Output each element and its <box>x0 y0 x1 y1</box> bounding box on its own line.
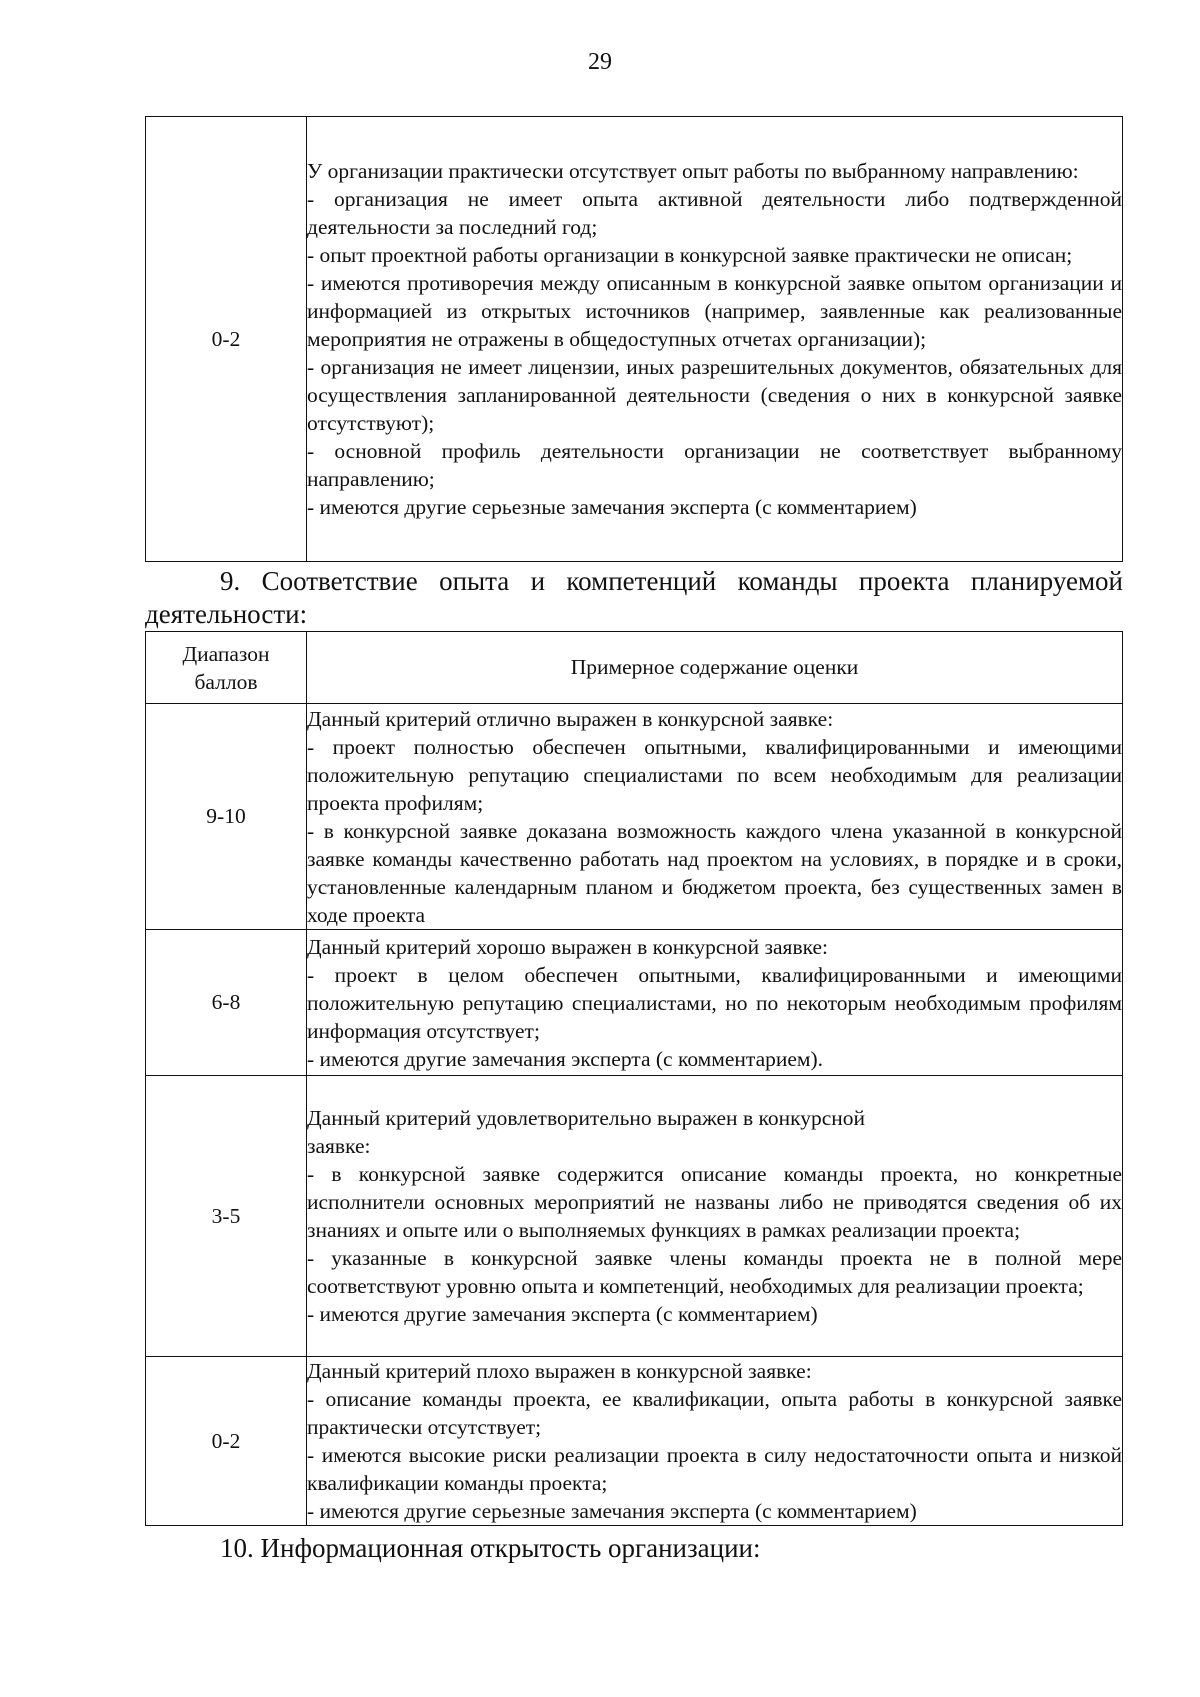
description-line: - проект в целом обеспечен опытными, квалифицированными и имеющими положительную репутацию специалистами, но по некоторым необходимым профилям информация отсутствует; <box>307 962 1122 1043</box>
description-line: - основной профиль деятельности организации не соответствует выбранному направлению; <box>307 439 1122 491</box>
description-cell <box>307 1076 1123 1357</box>
score-range-cell: 0-2 <box>146 117 307 562</box>
table-row <box>146 704 1123 930</box>
criteria-table-section-9 <box>145 631 1123 1526</box>
score-range-header-line: Диапазон <box>182 641 270 666</box>
description-line: - в конкурсной заявке доказана возможность каждого члена указанной в конкурсной заявке команды качественно работать над проектом на условиях, в порядке и в сроки, установленные календарным планом и бюджетом проекта, без существенных замен в ходе проекта <box>307 818 1122 927</box>
table-row <box>146 1357 1123 1526</box>
table-row <box>146 117 1123 562</box>
score-range-cell: 9-10 <box>146 704 307 930</box>
section-9-heading <box>145 565 1123 631</box>
description-line: - указанные в конкурсной заявке члены команды проекта не в полной мере соответствуют уровню опыта и компетенций, необходимых для реализации проекта; <box>307 1246 1122 1298</box>
description-line: - организация не имеет опыта активной деятельности либо подтвержденной деятельности за последний год; <box>307 187 1122 239</box>
description-line: - в конкурсной заявке содержится описание команды проекта, но конкретные исполнители основных мероприятий не названы либо не приводятся сведения об их знаниях и опыте или о выполняемых функциях в рамках реализации проекта; <box>307 1162 1122 1242</box>
section-10-heading: 10. Информационная открытость организации: <box>220 1533 761 1563</box>
description-line: - имеются другие серьезные замечания эксперта (с комментарием) <box>307 1499 917 1523</box>
description-line: - имеются другие замечания эксперта (с комментарием). <box>307 1046 824 1071</box>
description-line: - имеются другие замечания эксперта (с комментарием) <box>307 1302 818 1326</box>
score-range-cell: 0-2 <box>146 1357 307 1526</box>
criteria-table-continued <box>145 116 1123 562</box>
description-line: Данный критерий плохо выражен в конкурсной заявке: <box>307 1359 812 1383</box>
description-line: - опыт проектной работы организации в конкурсной заявке практически не описан; <box>307 243 1073 267</box>
description-line: - организация не имеет лицензии, иных разрешительных документов, обязательных для осуществления запланированной деятельности (сведения о них в конкурсной заявке отсутствуют); <box>307 355 1122 435</box>
score-range-cell: 6-8 <box>146 930 307 1076</box>
description-line: - имеются высокие риски реализации проекта в силу недостаточности опыта и низкой квалификации команды проекта; <box>307 1443 1122 1495</box>
score-range-header-line: баллов <box>194 669 258 694</box>
description-cell <box>307 1357 1123 1526</box>
description-line: - проект полностью обеспечен опытными, квалифицированными и имеющими положительную репутацию специалистами по всем необходимым для реализации проекта профилям; <box>307 734 1122 815</box>
score-range-cell: 3-5 <box>146 1076 307 1357</box>
description-line: - описание команды проекта, ее квалификации, опыта работы в конкурсной заявке практически отсутствует; <box>307 1387 1122 1439</box>
description-cell <box>307 930 1123 1076</box>
description-line: Данный критерий хорошо выражен в конкурсной заявке: <box>307 934 829 959</box>
description-line: У организации практически отсутствует опыт работы по выбранному направлению: <box>307 159 1079 183</box>
description-cell <box>307 704 1123 930</box>
description-line: - имеются другие серьезные замечания эксперта (с комментарием) <box>307 495 917 519</box>
description-line: заявке: <box>307 1134 371 1158</box>
table-header-row <box>146 632 1123 704</box>
content-header: Примерное содержание оценки <box>307 632 1123 704</box>
description-line: - имеются противоречия между описанным в конкурсной заявке опытом организации и информацией из открытых источников (например, заявленные как реализованные мероприятия не отражены в общедоступных отчетах организации); <box>307 271 1122 351</box>
section-9-heading-line: 9. Соответствие опыта и компетенций команды проекта планируемой <box>220 566 1123 596</box>
score-range-header <box>146 632 307 704</box>
table-row <box>146 1076 1123 1357</box>
section-9-heading-line: деятельности: <box>145 599 308 629</box>
page-number: 29 <box>588 49 612 75</box>
description-cell <box>307 117 1123 562</box>
description-line: Данный критерий отлично выражен в конкурсной заявке: <box>307 706 834 731</box>
description-line: Данный критерий удовлетворительно выражен в конкурсной <box>307 1106 866 1130</box>
table-row <box>146 930 1123 1076</box>
